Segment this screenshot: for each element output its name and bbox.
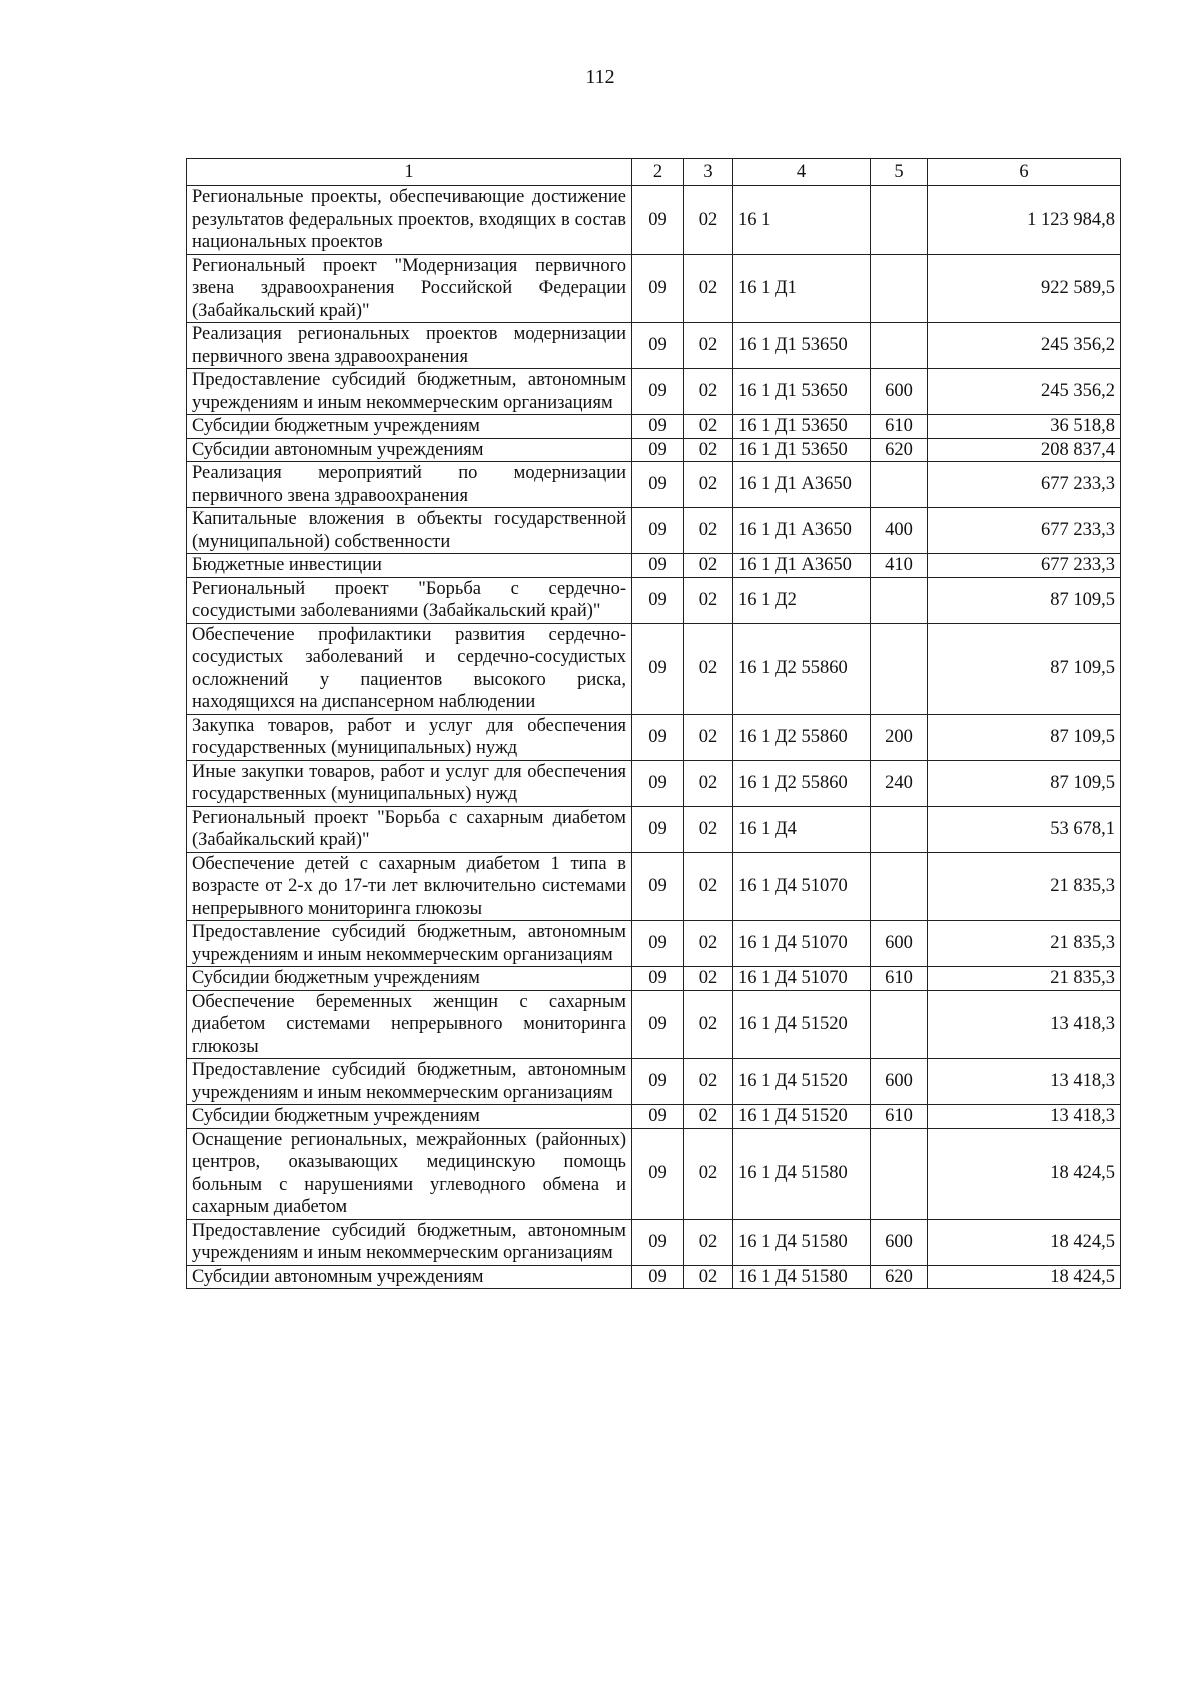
row-section-cell: 09 (632, 462, 684, 508)
row-amount-cell: 53 678,1 (928, 806, 1121, 852)
row-amount-cell: 87 109,5 (928, 623, 1121, 714)
row-expense-type-cell (871, 990, 928, 1059)
table-row (187, 186, 1121, 255)
row-name-cell: Предоставление субсидий бюджетным, автономным учреждениям и иным некоммерческим организациям (187, 1059, 632, 1105)
row-target-article-cell: 16 1 Д4 51580 (733, 1128, 871, 1219)
table-row (187, 438, 1121, 462)
row-amount-cell: 13 418,3 (928, 1059, 1121, 1105)
row-target-article-cell: 16 1 Д4 (733, 806, 871, 852)
row-subsection-cell: 02 (684, 1219, 733, 1265)
row-target-article-cell: 16 1 (733, 186, 871, 255)
table-row (187, 462, 1121, 508)
row-section-cell: 09 (632, 1105, 684, 1129)
table-row (187, 852, 1121, 921)
row-amount-cell: 18 424,5 (928, 1128, 1121, 1219)
row-section-cell: 09 (632, 623, 684, 714)
row-target-article-cell: 16 1 Д2 55860 (733, 623, 871, 714)
table-row (187, 990, 1121, 1059)
row-amount-cell: 36 518,8 (928, 415, 1121, 439)
row-subsection-cell: 02 (684, 623, 733, 714)
row-section-cell: 09 (632, 1265, 684, 1289)
row-name-cell: Субсидии бюджетным учреждениям (187, 967, 632, 991)
table-row (187, 577, 1121, 623)
row-amount-cell: 87 109,5 (928, 577, 1121, 623)
row-expense-type-cell (871, 623, 928, 714)
row-amount-cell: 87 109,5 (928, 714, 1121, 760)
row-target-article-cell: 16 1 Д4 51520 (733, 990, 871, 1059)
row-amount-cell: 245 356,2 (928, 323, 1121, 369)
row-section-cell: 09 (632, 186, 684, 255)
row-amount-cell: 677 233,3 (928, 508, 1121, 554)
row-subsection-cell: 02 (684, 806, 733, 852)
row-section-cell: 09 (632, 323, 684, 369)
budget-table (186, 158, 1121, 1289)
table-row (187, 508, 1121, 554)
row-section-cell: 09 (632, 990, 684, 1059)
row-target-article-cell: 16 1 Д4 51070 (733, 967, 871, 991)
row-expense-type-cell (871, 852, 928, 921)
table-row (187, 1265, 1121, 1289)
table-row (187, 1128, 1121, 1219)
row-name-cell: Обеспечение беременных женщин с сахарным диабетом системами непрерывного мониторинга глюкозы (187, 990, 632, 1059)
row-target-article-cell: 16 1 Д2 (733, 577, 871, 623)
row-name-cell: Обеспечение детей с сахарным диабетом 1 типа в возрасте от 2-х до 17-ти лет включительно системами непрерывного мониторинга глюкозы (187, 852, 632, 921)
row-expense-type-cell: 600 (871, 1219, 928, 1265)
row-expense-type-cell: 610 (871, 1105, 928, 1129)
row-expense-type-cell: 410 (871, 554, 928, 578)
table-row (187, 714, 1121, 760)
row-expense-type-cell (871, 806, 928, 852)
column-header: 2 (632, 159, 684, 186)
row-expense-type-cell: 600 (871, 921, 928, 967)
row-section-cell: 09 (632, 967, 684, 991)
row-expense-type-cell: 610 (871, 415, 928, 439)
row-subsection-cell: 02 (684, 577, 733, 623)
row-amount-cell: 21 835,3 (928, 921, 1121, 967)
table-body (187, 186, 1121, 1289)
column-header: 5 (871, 159, 928, 186)
column-header: 6 (928, 159, 1121, 186)
row-target-article-cell: 16 1 Д1 53650 (733, 323, 871, 369)
row-expense-type-cell (871, 323, 928, 369)
table-row (187, 623, 1121, 714)
row-name-cell: Оснащение региональных, межрайонных (районных) центров, оказывающих медицинскую помощь больным с нарушениями углеводного обмена и сахарным диабетом (187, 1128, 632, 1219)
row-name-cell: Субсидии автономным учреждениям (187, 438, 632, 462)
row-subsection-cell: 02 (684, 438, 733, 462)
row-section-cell: 09 (632, 1059, 684, 1105)
row-expense-type-cell (871, 1128, 928, 1219)
row-amount-cell: 208 837,4 (928, 438, 1121, 462)
row-name-cell: Иные закупки товаров, работ и услуг для обеспечения государственных (муниципальных) нужд (187, 760, 632, 806)
row-name-cell: Предоставление субсидий бюджетным, автономным учреждениям и иным некоммерческим организациям (187, 1219, 632, 1265)
row-section-cell: 09 (632, 254, 684, 323)
row-amount-cell: 87 109,5 (928, 760, 1121, 806)
row-target-article-cell: 16 1 Д4 51070 (733, 852, 871, 921)
row-expense-type-cell (871, 254, 928, 323)
row-name-cell: Региональный проект "Борьба с сердечно-сосудистыми заболеваниями (Забайкальский край)" (187, 577, 632, 623)
row-subsection-cell: 02 (684, 186, 733, 255)
row-amount-cell: 677 233,3 (928, 462, 1121, 508)
row-target-article-cell: 16 1 Д4 51580 (733, 1219, 871, 1265)
row-amount-cell: 21 835,3 (928, 852, 1121, 921)
row-name-cell: Реализация региональных проектов модернизации первичного звена здравоохранения (187, 323, 632, 369)
row-target-article-cell: 16 1 Д2 55860 (733, 714, 871, 760)
page-number: 112 (585, 66, 615, 88)
table-header (187, 159, 1121, 186)
row-target-article-cell: 16 1 Д4 51070 (733, 921, 871, 967)
row-subsection-cell: 02 (684, 369, 733, 415)
row-target-article-cell: 16 1 Д4 51580 (733, 1265, 871, 1289)
row-target-article-cell: 16 1 Д1 (733, 254, 871, 323)
row-expense-type-cell (871, 186, 928, 255)
row-section-cell: 09 (632, 760, 684, 806)
row-expense-type-cell: 240 (871, 760, 928, 806)
row-subsection-cell: 02 (684, 714, 733, 760)
row-subsection-cell: 02 (684, 921, 733, 967)
row-section-cell: 09 (632, 415, 684, 439)
row-amount-cell: 18 424,5 (928, 1219, 1121, 1265)
table-row (187, 254, 1121, 323)
row-amount-cell: 677 233,3 (928, 554, 1121, 578)
table-row (187, 1219, 1121, 1265)
row-name-cell: Реализация мероприятий по модернизации первичного звена здравоохранения (187, 462, 632, 508)
column-header: 1 (187, 159, 632, 186)
row-target-article-cell: 16 1 Д1 53650 (733, 369, 871, 415)
row-subsection-cell: 02 (684, 1059, 733, 1105)
table-row (187, 369, 1121, 415)
row-target-article-cell: 16 1 Д1 А3650 (733, 462, 871, 508)
row-section-cell: 09 (632, 508, 684, 554)
row-amount-cell: 922 589,5 (928, 254, 1121, 323)
row-amount-cell: 18 424,5 (928, 1265, 1121, 1289)
table-row (187, 760, 1121, 806)
row-amount-cell: 13 418,3 (928, 1105, 1121, 1129)
row-section-cell: 09 (632, 438, 684, 462)
row-name-cell: Региональный проект "Борьба с сахарным диабетом (Забайкальский край)" (187, 806, 632, 852)
row-subsection-cell: 02 (684, 1265, 733, 1289)
column-header: 4 (733, 159, 871, 186)
row-target-article-cell: 16 1 Д1 53650 (733, 415, 871, 439)
row-name-cell: Предоставление субсидий бюджетным, автономным учреждениям и иным некоммерческим организациям (187, 921, 632, 967)
table-row (187, 967, 1121, 991)
table-row (187, 921, 1121, 967)
table-row (187, 806, 1121, 852)
row-subsection-cell: 02 (684, 462, 733, 508)
row-target-article-cell: 16 1 Д1 А3650 (733, 508, 871, 554)
row-section-cell: 09 (632, 852, 684, 921)
column-header: 3 (684, 159, 733, 186)
row-subsection-cell: 02 (684, 1128, 733, 1219)
table-row (187, 1105, 1121, 1129)
row-section-cell: 09 (632, 554, 684, 578)
row-target-article-cell: 16 1 Д1 53650 (733, 438, 871, 462)
row-section-cell: 09 (632, 921, 684, 967)
row-expense-type-cell: 400 (871, 508, 928, 554)
row-name-cell: Обеспечение профилактики развития сердечно-сосудистых заболеваний и сердечно-сосудистых осложнений у пациентов высокого риска, находящихся на диспансерном наблюдении (187, 623, 632, 714)
table-row (187, 415, 1121, 439)
row-subsection-cell: 02 (684, 852, 733, 921)
row-target-article-cell: 16 1 Д1 А3650 (733, 554, 871, 578)
row-subsection-cell: 02 (684, 967, 733, 991)
row-name-cell: Бюджетные инвестиции (187, 554, 632, 578)
row-amount-cell: 1 123 984,8 (928, 186, 1121, 255)
row-subsection-cell: 02 (684, 1105, 733, 1129)
row-expense-type-cell (871, 577, 928, 623)
row-section-cell: 09 (632, 1219, 684, 1265)
row-expense-type-cell: 620 (871, 1265, 928, 1289)
row-amount-cell: 13 418,3 (928, 990, 1121, 1059)
row-amount-cell: 21 835,3 (928, 967, 1121, 991)
table-row (187, 1059, 1121, 1105)
row-section-cell: 09 (632, 1128, 684, 1219)
row-name-cell: Субсидии бюджетным учреждениям (187, 415, 632, 439)
row-target-article-cell: 16 1 Д4 51520 (733, 1105, 871, 1129)
row-name-cell: Региональный проект "Модернизация первичного звена здравоохранения Российской Федерации (Забайкальский край)" (187, 254, 632, 323)
row-subsection-cell: 02 (684, 554, 733, 578)
row-name-cell: Предоставление субсидий бюджетным, автономным учреждениям и иным некоммерческим организациям (187, 369, 632, 415)
row-subsection-cell: 02 (684, 990, 733, 1059)
row-subsection-cell: 02 (684, 415, 733, 439)
row-name-cell: Закупка товаров, работ и услуг для обеспечения государственных (муниципальных) нужд (187, 714, 632, 760)
header-row (187, 159, 1121, 186)
row-expense-type-cell: 200 (871, 714, 928, 760)
row-section-cell: 09 (632, 806, 684, 852)
row-target-article-cell: 16 1 Д4 51520 (733, 1059, 871, 1105)
row-expense-type-cell (871, 462, 928, 508)
row-section-cell: 09 (632, 369, 684, 415)
row-name-cell: Региональные проекты, обеспечивающие достижение результатов федеральных проектов, входящих в состав национальных проектов (187, 186, 632, 255)
row-section-cell: 09 (632, 714, 684, 760)
row-name-cell: Субсидии бюджетным учреждениям (187, 1105, 632, 1129)
row-subsection-cell: 02 (684, 508, 733, 554)
row-section-cell: 09 (632, 577, 684, 623)
row-expense-type-cell: 610 (871, 967, 928, 991)
row-subsection-cell: 02 (684, 760, 733, 806)
row-name-cell: Капитальные вложения в объекты государственной (муниципальной) собственности (187, 508, 632, 554)
row-amount-cell: 245 356,2 (928, 369, 1121, 415)
table-row (187, 554, 1121, 578)
table-row (187, 323, 1121, 369)
row-subsection-cell: 02 (684, 323, 733, 369)
row-expense-type-cell: 600 (871, 1059, 928, 1105)
row-name-cell: Субсидии автономным учреждениям (187, 1265, 632, 1289)
row-expense-type-cell: 600 (871, 369, 928, 415)
row-target-article-cell: 16 1 Д2 55860 (733, 760, 871, 806)
row-subsection-cell: 02 (684, 254, 733, 323)
row-expense-type-cell: 620 (871, 438, 928, 462)
